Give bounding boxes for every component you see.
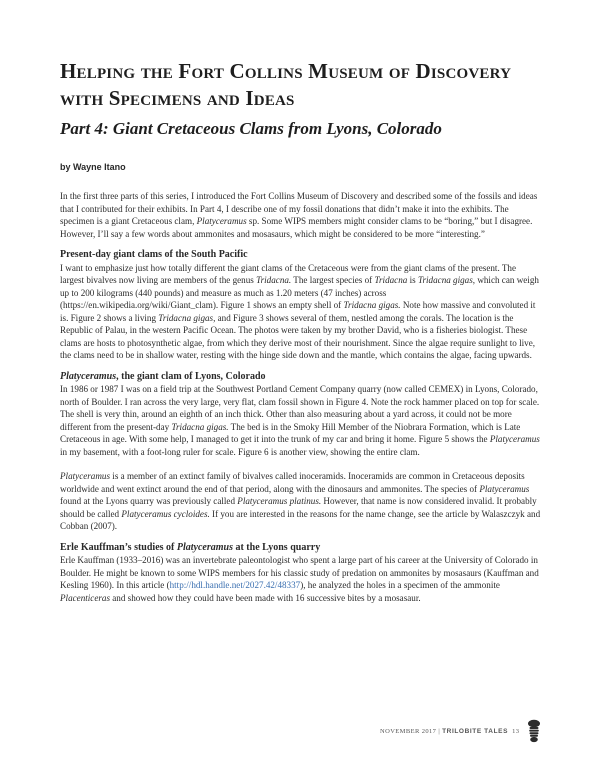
byline: by Wayne Itano [60,162,126,172]
page-footer: NOVEMBER 2017 | TRILOBITE TALES 13 [380,728,520,735]
footer-date: NOVEMBER 2017 [380,728,437,735]
section-heading-giant-clams: Present-day giant clams of the South Pacific [60,249,248,260]
intro-paragraph: In the first three parts of this series, I introduced the Fort Collins Museum of Discovery and described some of the fossils and ideas that I contributed for their exhibits. In Part 4, I describe one of my fossil donations that didn’t make it into the exhibits. The specimen is a giant Cretaceous clam, Platyceramus sp. Some WIPS members might consider clams to be “boring,” but I disagree. However, I’ll say a few words about ammonites and mosasaurs, which might be considered to be more “interesting.” [60,191,538,239]
article [60,58,542,604]
section2-paragraph-2: Platyceramus is a member of an extinct family of bivalves called inoceramids. Inoceramids are common in Cretaceous deposits worldwide and went extinct around the end of that period, along with the dinosaurs and ammonites. The species of Platyceramus found at the Lyons quarry was previously called Platyceramus platinus. However, that name is now considered invalid. It probably should be called Platyceramus cycloides. If you are interested in the reasons for the name change, see the article by Walaszczyk and Cobban (2007). [60,471,541,531]
page-subtitle: Part 4: Giant Cretaceous Clams from Lyons, Colorado [60,119,442,138]
section-heading-kauffman: Erle Kauffman’s studies of Platyceramus at the Lyons quarry [60,541,321,553]
trilobite-icon [526,719,542,743]
page-title: Helping the Fort Collins Museum of Discovery with Specimens and Ideas [60,59,512,110]
handle-link[interactable]: http://hdl.handle.net/2027.42/48337 [169,580,301,590]
section3-paragraph: Erle Kauffman (1933–2016) was an invertebrate paleontologist who spent a large part of his career at the University of Colorado in Boulder. He might be known to some WIPS members for his classic study of predation on ammonites by mosasaurs (Kauffman and Kesling 1960). In this article (http://hdl.handle.net/2027.42/48337), he analyzed the holes in a specimen of the ammonite Placenticeras and showed how they could have been made with 16 successive bites by a mosasaur. [60,555,539,603]
section1-paragraph: I want to emphasize just how totally different the giant clams of the Cretaceous were from the giant clams of the present. The largest bivalves now living are members of the genus Tridacna. The largest species of Tridacna is Tridacna gigas, which can weigh up to 200 kilograms (440 pounds) and measure as much as 1.20 meters (47 inches) across (https://en.wikipedia.org/wiki/Giant_clam). Figure 1 shows an empty shell of Tridacna gigas. Note how massive and convoluted it is. Figure 2 shows a living Tridacna gigas, and Figure 3 shows several of them, nestled among the corals. The location is the Republic of Palau, in the western Pacific Ocean. The photos were taken by my brother David, who is a fisheries biologist. These clams are hosts to photosynthetic algae, from which they derive most of their nourishment. Since the algae require sunlight to live, the clams need to be in shallow water, resting with the hinge side down and the mantle, which contains the algae, facing upwards. [60,262,539,360]
footer-publication: TRILOBITE TALES [442,728,509,735]
section2-paragraph-1: In 1986 or 1987 I was on a field trip at the Southwest Portland Cement Company quarry (now called CEMEX) in Lyons, Colorado, north of Boulder. I ran across the very large, very flat, clam fossil shown in Figure 4. Note the rock hammer placed on top for scale. The shell is very thin, around an eighth of an inch thick. Other than also measuring about a yard across, it could not be more different from the present-day Tridacna gigas. The bed is in the Smoky Hill Member of the Niobrara Formation, which is Late Cretaceous in age. With some help, I managed to get it into the trunk of my car and bring it home. Figure 5 shows the Platyceramus in my basement, with a foot-long ruler for scale. Figure 6 is another view, showing the entire clam. [60,384,540,457]
page-number: 13 [512,728,520,735]
section-heading-platyceramus: Platyceramus, the giant clam of Lyons, Colorado [60,370,266,382]
